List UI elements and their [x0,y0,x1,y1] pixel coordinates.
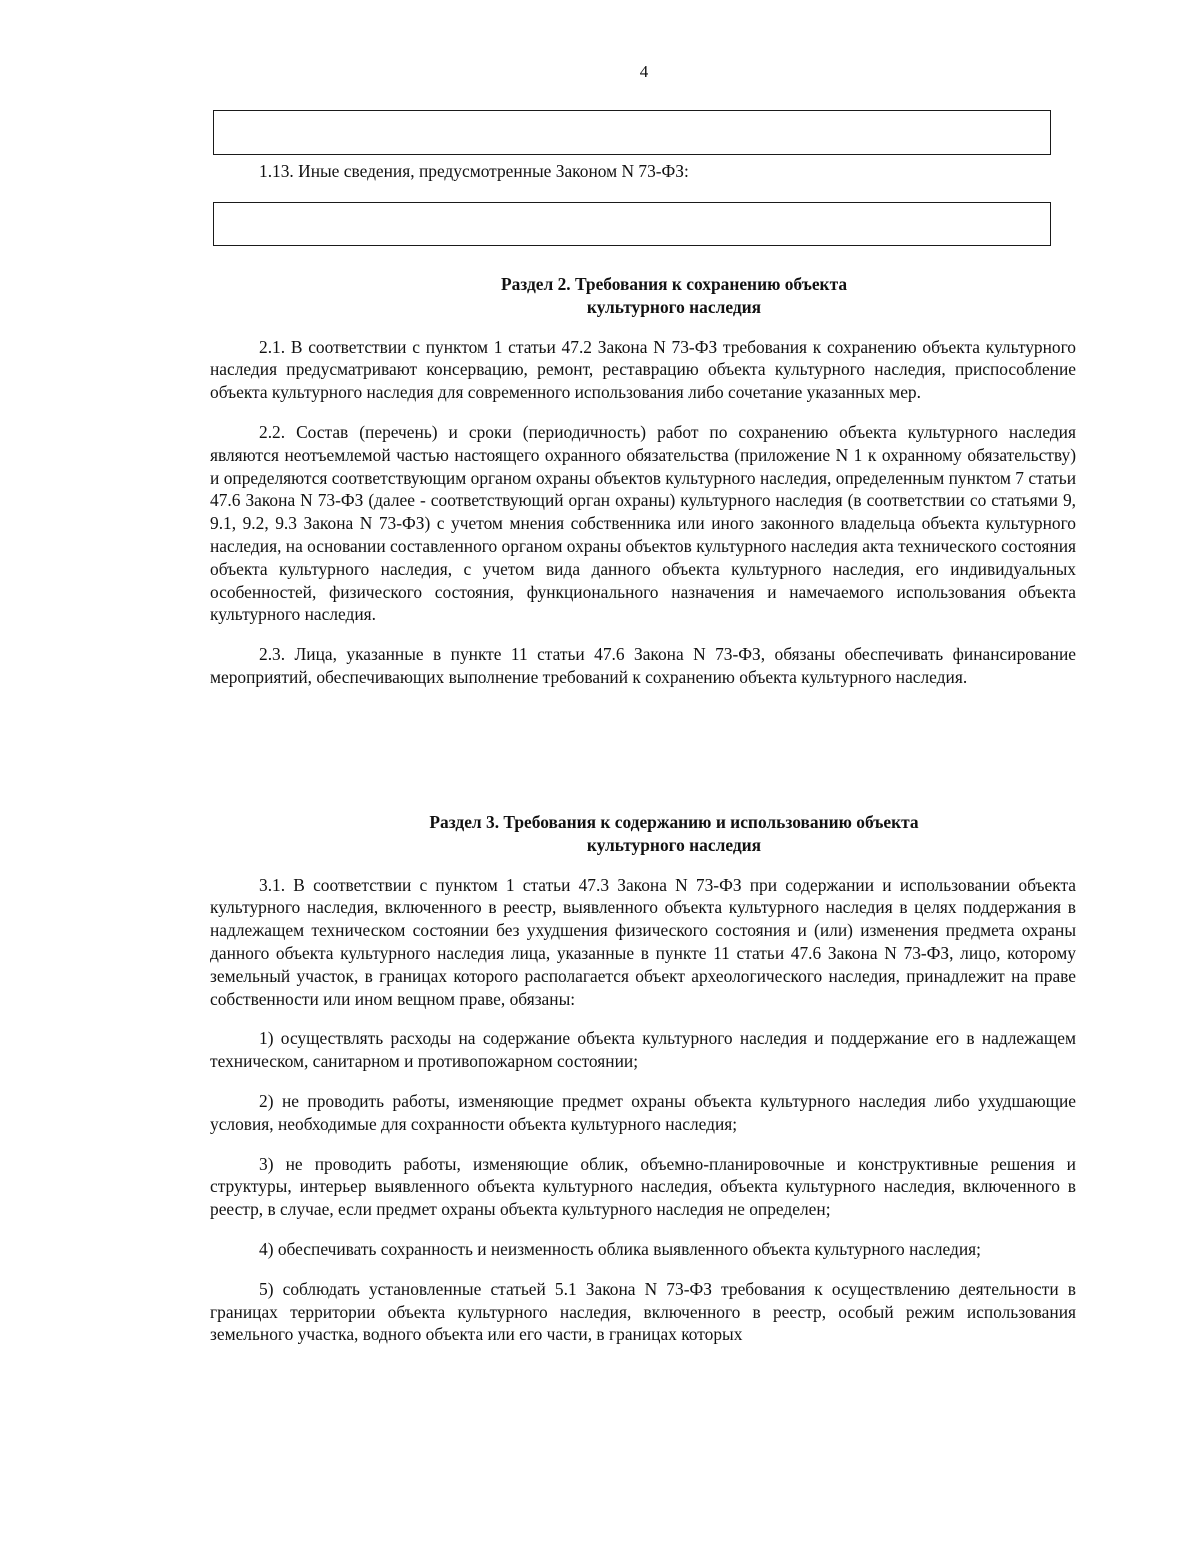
info-box-empty-top [213,110,1051,155]
section-3 [210,811,1076,1346]
list-item-5: 5) соблюдать установленные статьей 5.1 Закона N 73-ФЗ требования к осуществлению деятельности в границах территории объекта культурного наследия, включенного в реестр, особый режим использования земельного участка, водного объекта или его части, в границах которых [210,1278,1076,1345]
list-item-4: 4) обеспечивать сохранность и неизменность облика выявленного объекта культурного наследия; [259,1238,981,1259]
item-1-13-block [210,160,1076,183]
section-3-title-line1: Раздел 3. Требования к содержанию и использованию объекта [429,812,919,832]
paragraph-2-2: 2.2. Состав (перечень) и сроки (периодичность) работ по сохранению объекта культурного наследия являются неотъемлемой частью настоящего охранного обязательства (приложение N 1 к охранному обязательству) и определяются соответствующим органом охраны объектов культурного наследия, определенным пунктом 7 статьи 47.6 Закона N 73-ФЗ (далее - соответствующий орган охраны) культурного наследия (в соответствии со статьями 9, 9.1, 9.2, 9.3 Закона N 73-ФЗ) с учетом мнения собственника или иного законного владельца объекта культурного наследия, на основании составленного органом охраны объектов культурного наследия акта технического состояния объекта культурного наследия, с учетом вида данного объекта культурного наследия, его индивидуальных особенностей, физического состояния, функционального назначения и намечаемого использования объекта культурного наследия. [210,421,1076,625]
paragraph-2-3: 2.3. Лица, указанные в пункте 11 статьи 47.6 Закона N 73-ФЗ, обязаны обеспечивать финансирование мероприятий, обеспечивающих выполнение требований к сохранению объекта культурного наследия. [210,644,1076,687]
info-box-other-details [213,202,1051,246]
section-2-title-line1: Раздел 2. Требования к сохранению объекта [500,274,848,294]
list-item-2: 2) не проводить работы, изменяющие предмет охраны объекта культурного наследия либо ухудшающие условия, необходимые для сохранности объекта культурного наследия; [210,1090,1076,1134]
list-item-3: 3) не проводить работы, изменяющие облик, объемно-планировочные и конструктивные решения и структуры, интерьер выявленного объекта культурного наследия, объекта культурного наследия, включенного в реестр, в случае, если предмет охраны объекта культурного наследия не определен; [210,1153,1076,1220]
section-2 [210,273,1076,689]
section-2-body [210,336,1076,689]
list-item-1: 1) осуществлять расходы на содержание объекта культурного наследия и поддержание его в надлежащем техническом, санитарном и противопожарном состоянии; [210,1028,1076,1072]
paragraph-3-1: 3.1. В соответствии с пунктом 1 статьи 47.3 Закона N 73-ФЗ при содержании и использовании объекта культурного наследия, включенного в реестр, выявленного объекта культурного наследия в целях поддержания в надлежащем техническом состоянии без ухудшения физического состояния и (или) изменения предмета охраны данного объекта культурного наследия лица, указанные в пункте 11 статьи 47.6 Закона N 73-ФЗ, лицо, которому земельный участок, в границах которого располагается объект археологического наследия, принадлежит на праве собственности или ином вещном праве, обязаны: [210,874,1076,1009]
section-2-title-line2: культурного наследия [586,296,762,317]
item-1-13-text: 1.13. Иные сведения, предусмотренные Законом N 73-ФЗ: [259,161,689,181]
section-3-title-line2: культурного наследия [586,834,762,855]
section-3-body [210,874,1076,1347]
paragraph-2-1: 2.1. В соответствии с пунктом 1 статьи 47.2 Закона N 73-ФЗ требования к сохранению объекта культурного наследия предусматривают консервацию, ремонт, реставрацию объекта культурного наследия, приспособление объекта культурного наследия для современного использования либо сочетание указанных мер. [210,336,1076,403]
page-number: 4 [639,62,649,81]
